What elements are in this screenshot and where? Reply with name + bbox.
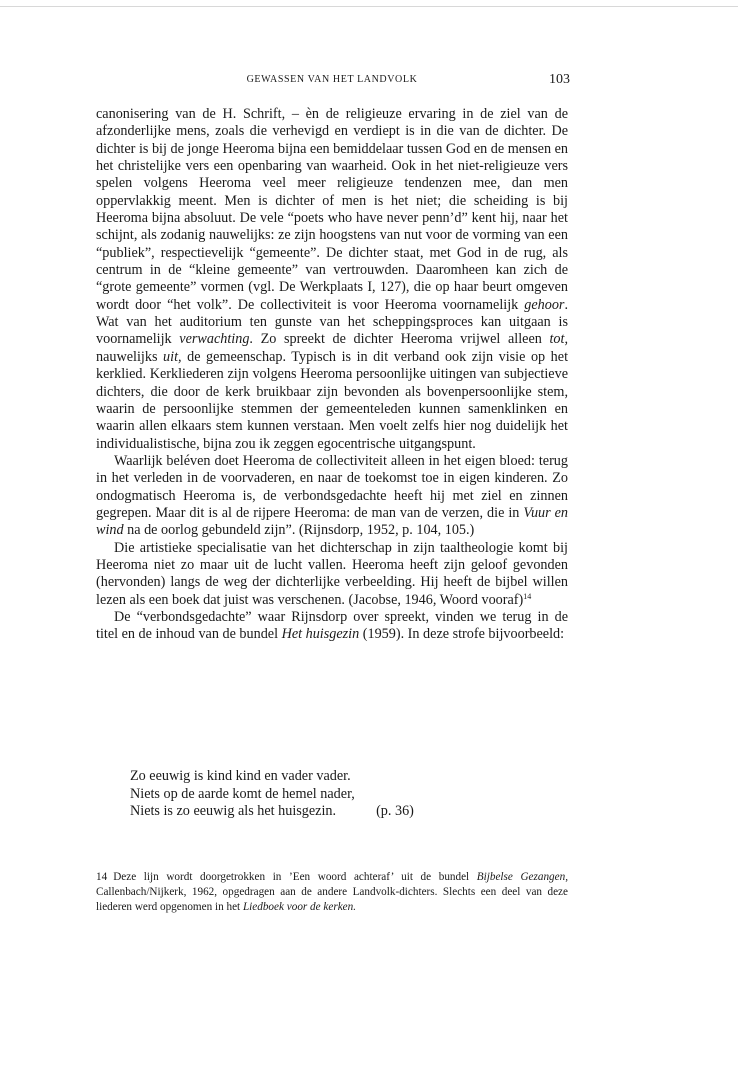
text-run: . Zo spreekt de dichter Heeroma vrijwel alleen <box>249 331 550 348</box>
text-run: De “verbondsgedachte” waar Rijnsdorp over spreekt, vinden we terug in de titel en de inhoud van de bundel <box>96 608 568 643</box>
paragraph <box>96 609 568 644</box>
running-head <box>96 74 568 94</box>
text-run: na de oorlog gebundeld zijn”. (Rijnsdorp, 1952, p. 104, 105.) <box>123 522 475 539</box>
text-run: nauwelijks <box>96 348 164 365</box>
italic-text: Vuur en wind <box>96 504 569 539</box>
text-run: Waarlijk beléven doet Heeroma de collectiviteit alleen in het eigen bloed: terug in het verleden in de voorvaderen, en naar de toekomst toe in eigen kinderen. Zo ondogmatisch Heeroma is, de verbondsgedachte heeft hij met ziel en zinnen gegrepen. Maar dit is al de rijpere Heeroma: de man van de verzen, die in <box>96 452 568 521</box>
italic-text: gehoor <box>524 296 565 313</box>
text-run: (1959). In deze strofe bijvoorbeeld: <box>359 626 565 643</box>
footnote-number: 14 <box>96 871 108 883</box>
verse-line: Niets op de aarde komt de hemel nader, <box>130 785 355 802</box>
paragraph <box>96 453 568 540</box>
verse-block <box>130 768 530 821</box>
italic-text: Bijbelse Gezangen, <box>476 871 568 883</box>
italic-text: verwachting <box>179 331 250 348</box>
verse-line: Niets is zo eeuwig als het huisgezin. <box>130 803 337 820</box>
verse-line-with-reference <box>130 803 530 821</box>
italic-text: Het huisgezin <box>281 626 360 643</box>
italic-text: Liedboek voor de kerken. <box>242 900 357 913</box>
text-run: Deze lijn wordt doorgetrokken in ’Een woord achteraf’ uit de bundel <box>113 871 477 883</box>
italic-text: uit, <box>163 348 182 365</box>
running-head-title: GEWASSEN VAN HET LANDVOLK <box>246 74 418 85</box>
text-run: de gemeenschap. Typisch is in dit verband ook zijn visie op het kerklied. Kerkliederen zijn volgens Heeroma persoonlijke uitingen van subjectieve dichters, die door de kerk bruikbaar zijn bevonden als bovenpersoonlijke stem, waarin de persoonlijke stemmen der gemeenteleden kunnen samenklinken en waarin allen elkaars stem kunnen verstaan. Men voelt zelfs hier nog duidelijk het individualistische, bijna zou ik zeggen egocentrische uitgangspunt. <box>96 348 569 452</box>
footnote-text <box>96 871 568 913</box>
text-run: Die artistieke specialisatie van het dichterschap in zijn taaltheologie komt bij Heeroma niet zo maar uit de lucht vallen. Heeroma heeft zijn geloof gevonden (hervonden) langs de weg der dichterlijke verbeelding. Hij heeft de bijbel willen lezen als een boek dat juist was verschenen. (Jacobse, 1946, Woord vooraf) <box>96 539 568 608</box>
italic-text: tot, <box>549 331 568 348</box>
verse-page-reference: (p. 36) <box>376 803 414 820</box>
text-run: canonisering van de H. Schrift, – èn de religieuze ervaring in de ziel van de afzonderlijke mens, zoals die verhevigd en verdiept is in die van de dichter. De dichter is bij de jonge Heeroma bijna een bemiddelaar tussen God en de mensen en het christelijke vers een openbaring van waarheid. Ook in het niet-religieuze vers spelen volgens Heeroma veel meer religieuze tendenzen mee, dan men oppervlakkig meent. Men is dichter of men is het niet; die scheiding is bij Heeroma bijna absoluut. De vele “poets who have never penn’d” kent hij, naar het schijnt, als zodanig nauwelijks: ze zijn hoogstens van nut voor de vorming van een “publiek”, respectievelijk “gemeente”. De dichter staat, met God in de rug, als centrum in de “kleine gemeente” van vertrouwden. Daaromheen kan zich de “grote gemeente” vormen (vgl. De Werkplaats I, 127), die op haar beurt omgeven wordt door “het volk”. De collectiviteit is voor Heeroma voornamelijk <box>96 106 568 313</box>
verse-line: Zo eeuwig is kind kind en vader vader. <box>130 768 351 784</box>
footnote <box>96 870 568 914</box>
text-run: Callenbach/Nijkerk, 1962, opgedragen aan de andere Landvolk-dichters. Slechts een deel van deze liederen werd opgenomen in het <box>96 885 568 913</box>
text-run: . Wat van het auditorium ten gunste van het scheppingsproces kan uitgaan is voornamelijk <box>96 296 568 348</box>
body-text <box>96 106 568 644</box>
page-number: 103 <box>549 72 570 87</box>
footnote-reference: 14 <box>523 591 532 601</box>
page-top-edge <box>0 6 738 7</box>
paragraph <box>96 540 568 609</box>
paragraph <box>96 106 568 453</box>
